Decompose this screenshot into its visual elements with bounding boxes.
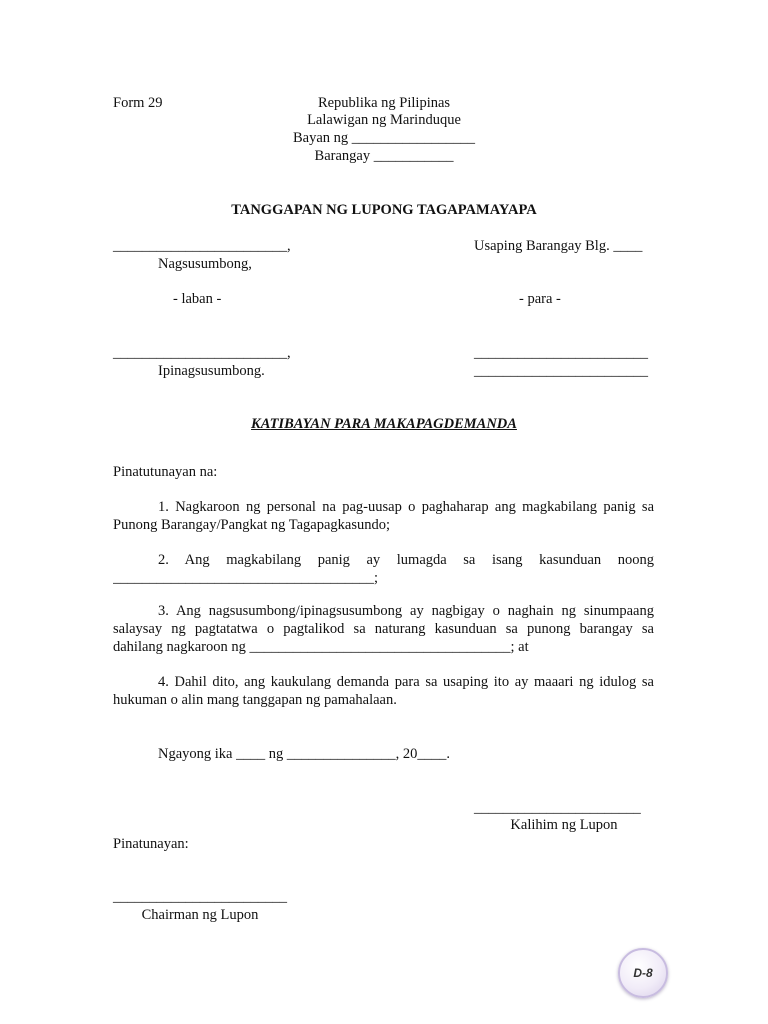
paragraph-3-line-1: 3. Ang nagsusumbong/ipinagsusumbong ay nagbigay o naghain ng sinumpaang xyxy=(158,603,654,619)
office-title: TANGGAPAN NG LUPONG TAGAPAMAYAPA xyxy=(231,202,537,218)
header-municipality: Bayan ng _________________ xyxy=(292,130,476,146)
attested-label: Pinatunayan: xyxy=(113,836,189,852)
paragraph-1 xyxy=(113,498,654,534)
secretary-signature-line: _______________________ xyxy=(474,800,641,816)
paragraph-2-line-1: 2. Ang magkabilang panig ay lumagda sa isang kasunduan noong xyxy=(158,552,654,568)
paragraph-3-line-3: dahilang nagkaroon ng ____________________________________; at xyxy=(113,639,529,655)
paragraph-4-line-2: hukuman o alin mang tanggapan ng pamahalaan. xyxy=(113,692,397,708)
para-blank-1: ________________________ xyxy=(474,345,648,361)
secretary-title: Kalihim ng Lupon xyxy=(510,817,618,833)
document-title: KATIBAYAN PARA MAKAPAGDEMANDA xyxy=(251,416,517,432)
certification-intro: Pinatutunayan na: xyxy=(113,464,218,480)
para-blank-2: ________________________ xyxy=(474,363,648,379)
respondent-label: Ipinagsusumbong. xyxy=(158,363,265,379)
date-line: Ngayong ika ____ ng _______________, 20____. xyxy=(158,746,450,762)
paragraph-3-line-2: salaysay ng pagtatatwa o pagtalikod sa naturang kasunduan sa punong barangay sa xyxy=(113,621,654,637)
chairman-signature-line: ________________________ xyxy=(113,889,287,905)
paragraph-2-line-2: ____________________________________; xyxy=(113,570,379,586)
complainant-blank: ________________________, xyxy=(113,238,291,254)
paragraph-4 xyxy=(113,673,654,709)
paragraph-2 xyxy=(113,551,654,587)
respondent-blank: ________________________, xyxy=(113,345,291,361)
page-number-label: D-8 xyxy=(633,966,653,980)
paragraph-1-line-2: Punong Barangay/Pangkat ng Tagapagkasundo; xyxy=(113,517,390,533)
header-province: Lalawigan ng Marinduque xyxy=(307,112,461,128)
complainant-label: Nagsusumbong, xyxy=(158,256,252,272)
paragraph-3 xyxy=(113,602,654,656)
paragraph-4-line-1: 4. Dahil dito, ang kaukulang demanda para sa usaping ito ay maaari ng idulog sa xyxy=(158,674,654,690)
header-republic: Republika ng Pilipinas xyxy=(317,95,451,111)
page-number-badge xyxy=(618,948,668,998)
form-number: Form 29 xyxy=(113,95,163,111)
header-barangay: Barangay ___________ xyxy=(314,148,454,164)
case-number: Usaping Barangay Blg. ____ xyxy=(474,238,643,254)
against-label: - laban - xyxy=(173,291,222,307)
paragraph-1-line-1: 1. Nagkaroon ng personal na pag-uusap o paghaharap ang magkabilang panig sa xyxy=(158,499,654,515)
chairman-title: Chairman ng Lupon xyxy=(141,907,259,923)
for-label: - para - xyxy=(519,291,561,307)
